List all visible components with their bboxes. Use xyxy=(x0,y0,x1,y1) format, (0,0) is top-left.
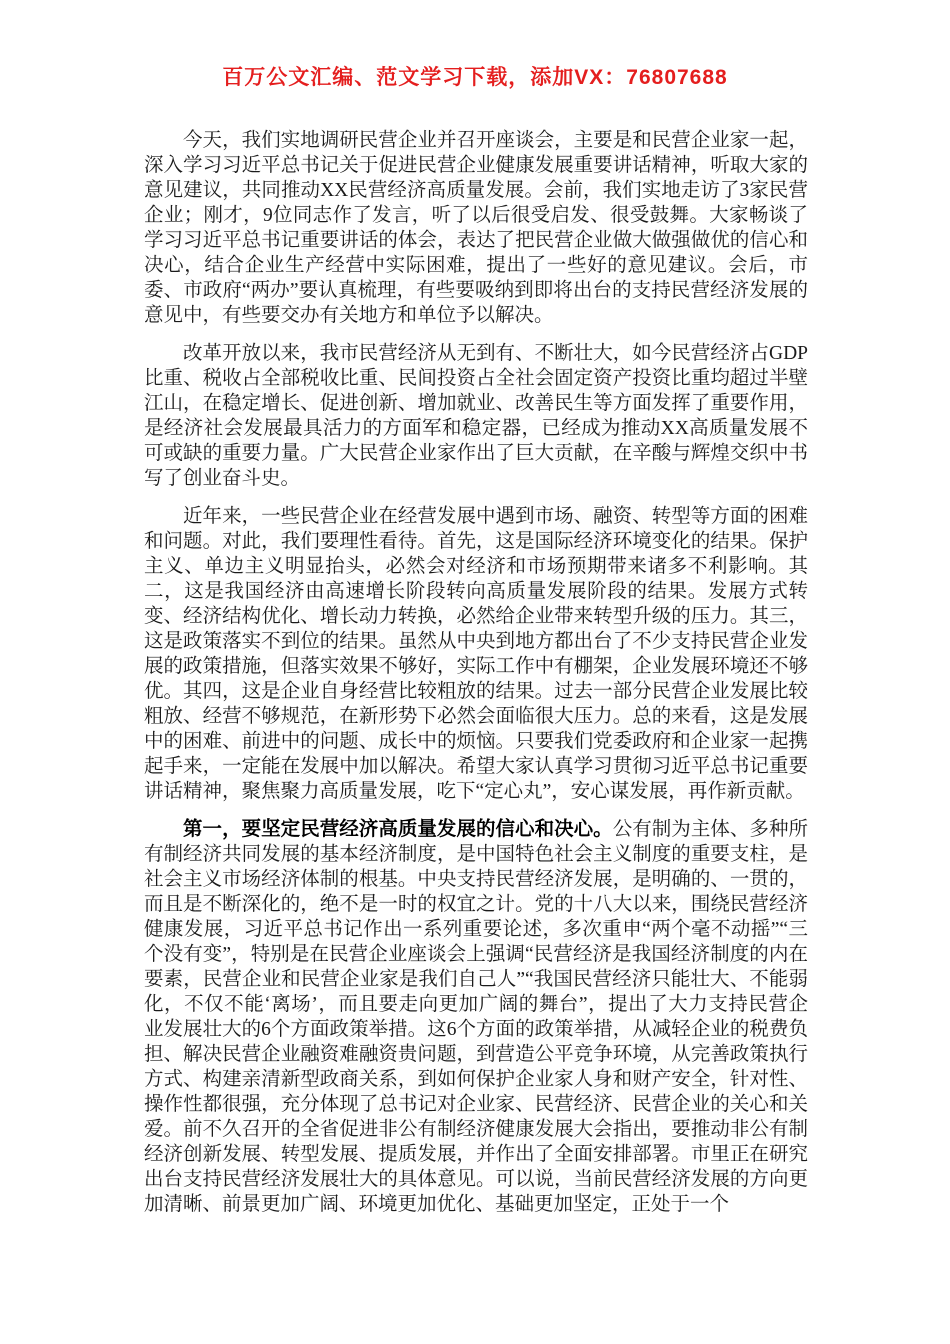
paragraph xyxy=(144,128,808,328)
paragraph xyxy=(144,817,808,1217)
paragraph-text: 公有制为主体、多种所有制经济共同发展的基本经济制度，是中国特色社会主义制度的重要支柱，是社会主义市场经济体制的根基。中央支持民营经济发展，是明确的、一贯的，而且是不断深化的，绝不是一时的权宜之计。党的十八大以来，围绕民营经济健康发展，习近平总书记作出一系列重要论述，多次重申“两个毫不动摇”“三个没有变”，特别是在民营企业座谈会上强调“民营经济是我国经济制度的内在要素，民营企业和民营企业家是我们自己人”“我国民营经济只能壮大、不能弱化，不仅不能‘离场’，而且要走向更加广阔的舞台”，提出了大力支持民营企业发展壮大的6个方面政策举措。这6个方面的政策举措，从减轻企业的税费负担、解决民营企业融资难融资贵问题，到营造公平竞争环境，从完善政策执行方式、构建亲清新型政商关系，到如何保护企业家人身和财产安全，针对性、操作性都很强，充分体现了总书记对企业家、民营经济、民营企业的关心和关爱。前不久召开的全省促进非公有制经济健康发展大会指出，要推动非公有制经济创新发展、转型发展、提质发展，并作出了全面安排部署。市里正在研究出台支持民营经济发展壮大的具体意见。可以说，当前民营经济发展的方向更加清晰、前景更加广阔、环境更加优化、基础更加坚定，正处于一个 xyxy=(144,819,808,1215)
paragraph-text: 今天，我们实地调研民营企业并召开座谈会，主要是和民营企业家一起，深入学习习近平总书记关于促进民营企业健康发展重要讲话精神，听取大家的意见建议，共同推动XX民营经济高质量发展。会前，我们实地走访了3家民营企业；刚才，9位同志作了发言，听了以后很受启发、很受鼓舞。大家畅谈了学习习近平总书记重要讲话的体会，表达了把民营企业做大做强做优的信心和决心，结合企业生产经营中实际困难，提出了一些好的意见建议。会后，市委、市政府“两办”要认真梳理，有些要吸纳到即将出台的支持民营经济发展的意见中，有些要交办有关地方和单位予以解决。 xyxy=(144,130,808,326)
paragraph xyxy=(144,504,808,804)
watermark-notice: 百万公文汇编、范文学习下载，添加VX：76807688 xyxy=(222,66,728,89)
paragraph-text: 近年来，一些民营企业在经营发展中遇到市场、融资、转型等方面的困难和问题。对此，我们要理性看待。首先，这是国际经济环境变化的结果。保护主义、单边主义明显抬头，必然会对经济和市场预期带来诸多不利影响。其二，这是我国经济由高速增长阶段转向高质量发展阶段的结果。发展方式转变、经济结构优化、增长动力转换，必然给企业带来转型升级的压力。其三，这是政策落实不到位的结果。虽然从中央到地方都出台了不少支持民营企业发展的政策措施，但落实效果不够好，实际工作中有棚架，企业发展环境还不够优。其四，这是企业自身经营比较粗放的结果。过去一部分民营企业发展比较粗放、经营不够规范，在新形势下必然会面临很大压力。总的来看，这是发展中的困难、前进中的问题、成长中的烦恼。只要我们党委政府和企业家一起携起手来，一定能在发展中加以解决。希望大家认真学习贯彻习近平总书记重要讲话精神，聚焦聚力高质量发展，吃下“定心丸”，安心谋发展，再作新贡献。 xyxy=(144,506,808,802)
paragraph-bold-lead: 第一，要坚定民营经济高质量发展的信心和决心。 xyxy=(183,819,613,840)
paragraph-text: 改革开放以来，我市民营经济从无到有、不断壮大，如今民营经济占GDP比重、税收占全部税收比重、民间投资占全社会固定资产投资比重均超过半壁江山，在稳定增长、促进创新、增加就业、改善民生等方面发挥了重要作用，是经济社会发展最具活力的方面军和稳定器，已经成为推动XX高质量发展不可或缺的重要力量。广大民营企业家作出了巨大贡献，在辛酸与辉煌交织中书写了创业奋斗史。 xyxy=(144,343,808,489)
document-body xyxy=(144,128,808,1217)
paragraph xyxy=(144,341,808,491)
